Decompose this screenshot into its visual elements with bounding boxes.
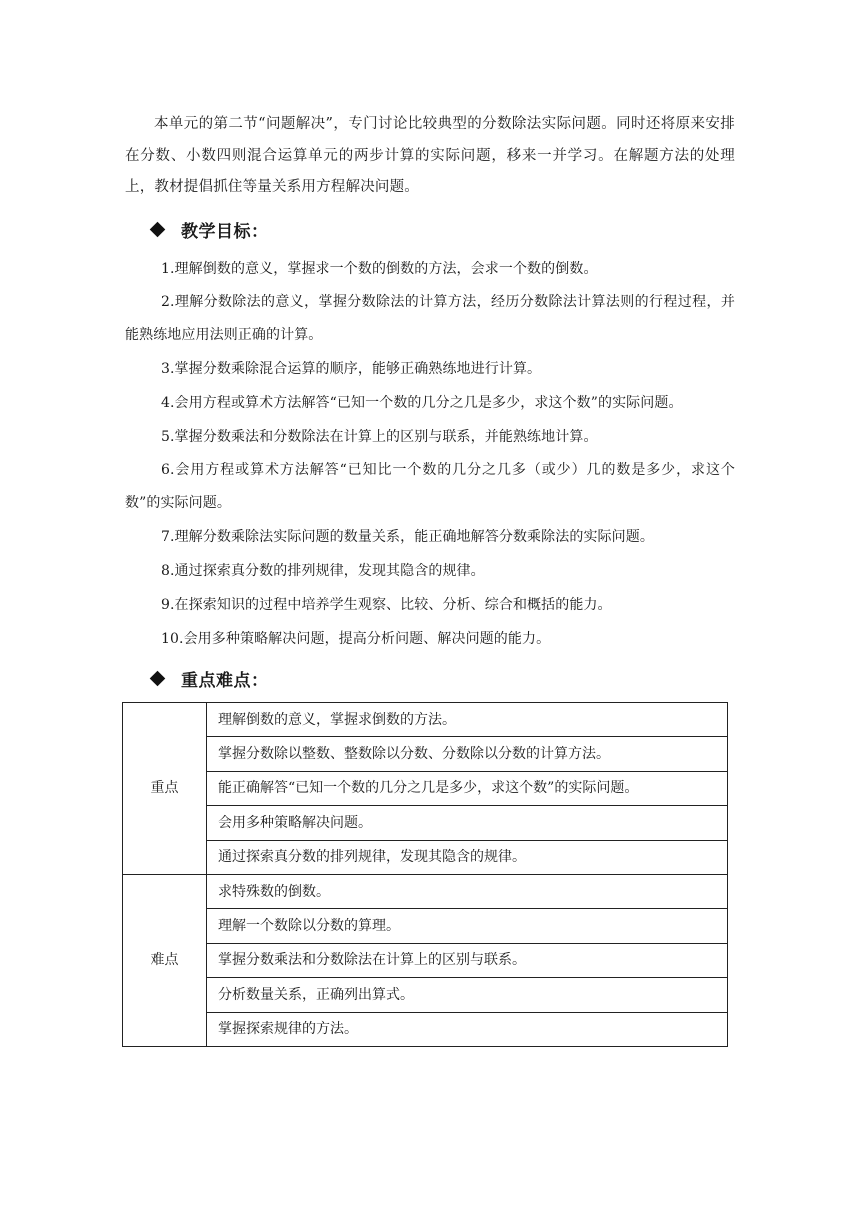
table-cell: 能正确解答“已知一个数的几分之几是多少，求这个数”的实际问题。	[207, 771, 728, 805]
focus-category-cell: 重点	[123, 703, 207, 875]
table-row	[123, 806, 728, 840]
table-row	[123, 737, 728, 771]
table-cell: 理解倒数的意义，掌握求倒数的方法。	[207, 703, 728, 737]
table-row	[123, 1012, 728, 1046]
table-cell: 掌握分数乘法和分数除法在计算上的区别与联系。	[207, 943, 728, 977]
table-cell: 会用多种策略解决问题。	[207, 806, 728, 840]
key-points-title: 重点难点：	[181, 670, 269, 691]
goal-item: 2.理解分数除法的意义，掌握分数除法的计算方法，经历分数除法计算法则的行程过程，并能熟练地应用法则正确的计算。	[125, 294, 735, 343]
table-row	[123, 943, 728, 977]
table-row	[123, 874, 728, 908]
diamond-bullet-icon	[150, 221, 166, 237]
goal-item: 3.掌握分数乘除混合运算的顺序，能够正确熟练地进行计算。	[161, 361, 542, 377]
key-points-table	[122, 702, 728, 1047]
table-cell: 理解一个数除以分数的算理。	[207, 909, 728, 943]
table-cell: 分析数量关系，正确列出算式。	[207, 978, 728, 1012]
table-row	[123, 978, 728, 1012]
goal-item: 6.会用方程或算术方法解答“已知比一个数的几分之几多（或少）几的数是多少，求这个数”的实际问题。	[125, 462, 735, 511]
table-row	[123, 840, 728, 874]
goal-item: 7.理解分数乘除法实际问题的数量关系，能正确地解答分数乘除法的实际问题。	[161, 529, 654, 545]
goal-item: 1.理解倒数的意义，掌握求一个数的倒数的方法，会求一个数的倒数。	[161, 261, 598, 277]
goal-item: 9.在探索知识的过程中培养学生观察、比较、分析、综合和概括的能力。	[161, 597, 612, 613]
goal-item: 5.掌握分数乘法和分数除法在计算上的区别与联系，并能熟练地计算。	[161, 429, 598, 445]
goal-item: 8.通过探索真分数的排列规律，发现其隐含的规律。	[161, 563, 485, 579]
teaching-goals-list	[125, 252, 735, 656]
table-cell: 掌握探索规律的方法。	[207, 1012, 728, 1046]
key-points-heading	[150, 665, 269, 691]
goal-item: 10.会用多种策略解决问题，提高分析问题、解决问题的能力。	[161, 631, 551, 647]
diamond-bullet-icon	[150, 670, 166, 686]
table-cell: 掌握分数除以整数、整数除以分数、分数除以分数的计算方法。	[207, 737, 728, 771]
table-cell: 求特殊数的倒数。	[207, 874, 728, 908]
table-row	[123, 771, 728, 805]
difficulty-category-cell: 难点	[123, 874, 207, 1046]
teaching-goals-heading	[150, 216, 269, 242]
table-row	[123, 909, 728, 943]
table-cell: 通过探索真分数的排列规律，发现其隐含的规律。	[207, 840, 728, 874]
goal-item: 4.会用方程或算术方法解答“已知一个数的几分之几是多少，求这个数”的实际问题。	[161, 395, 683, 411]
intro-paragraph: 本单元的第二节“问题解决”，专门讨论比较典型的分数除法实际问题。同时还将原来安排在分数、小数四则混合运算单元的两步计算的实际问题，移来一并学习。在解题方法的处理上，教材提倡抓住等量关系用方程解决问题。	[125, 116, 735, 195]
teaching-goals-title: 教学目标：	[181, 221, 269, 242]
table-row	[123, 703, 728, 737]
